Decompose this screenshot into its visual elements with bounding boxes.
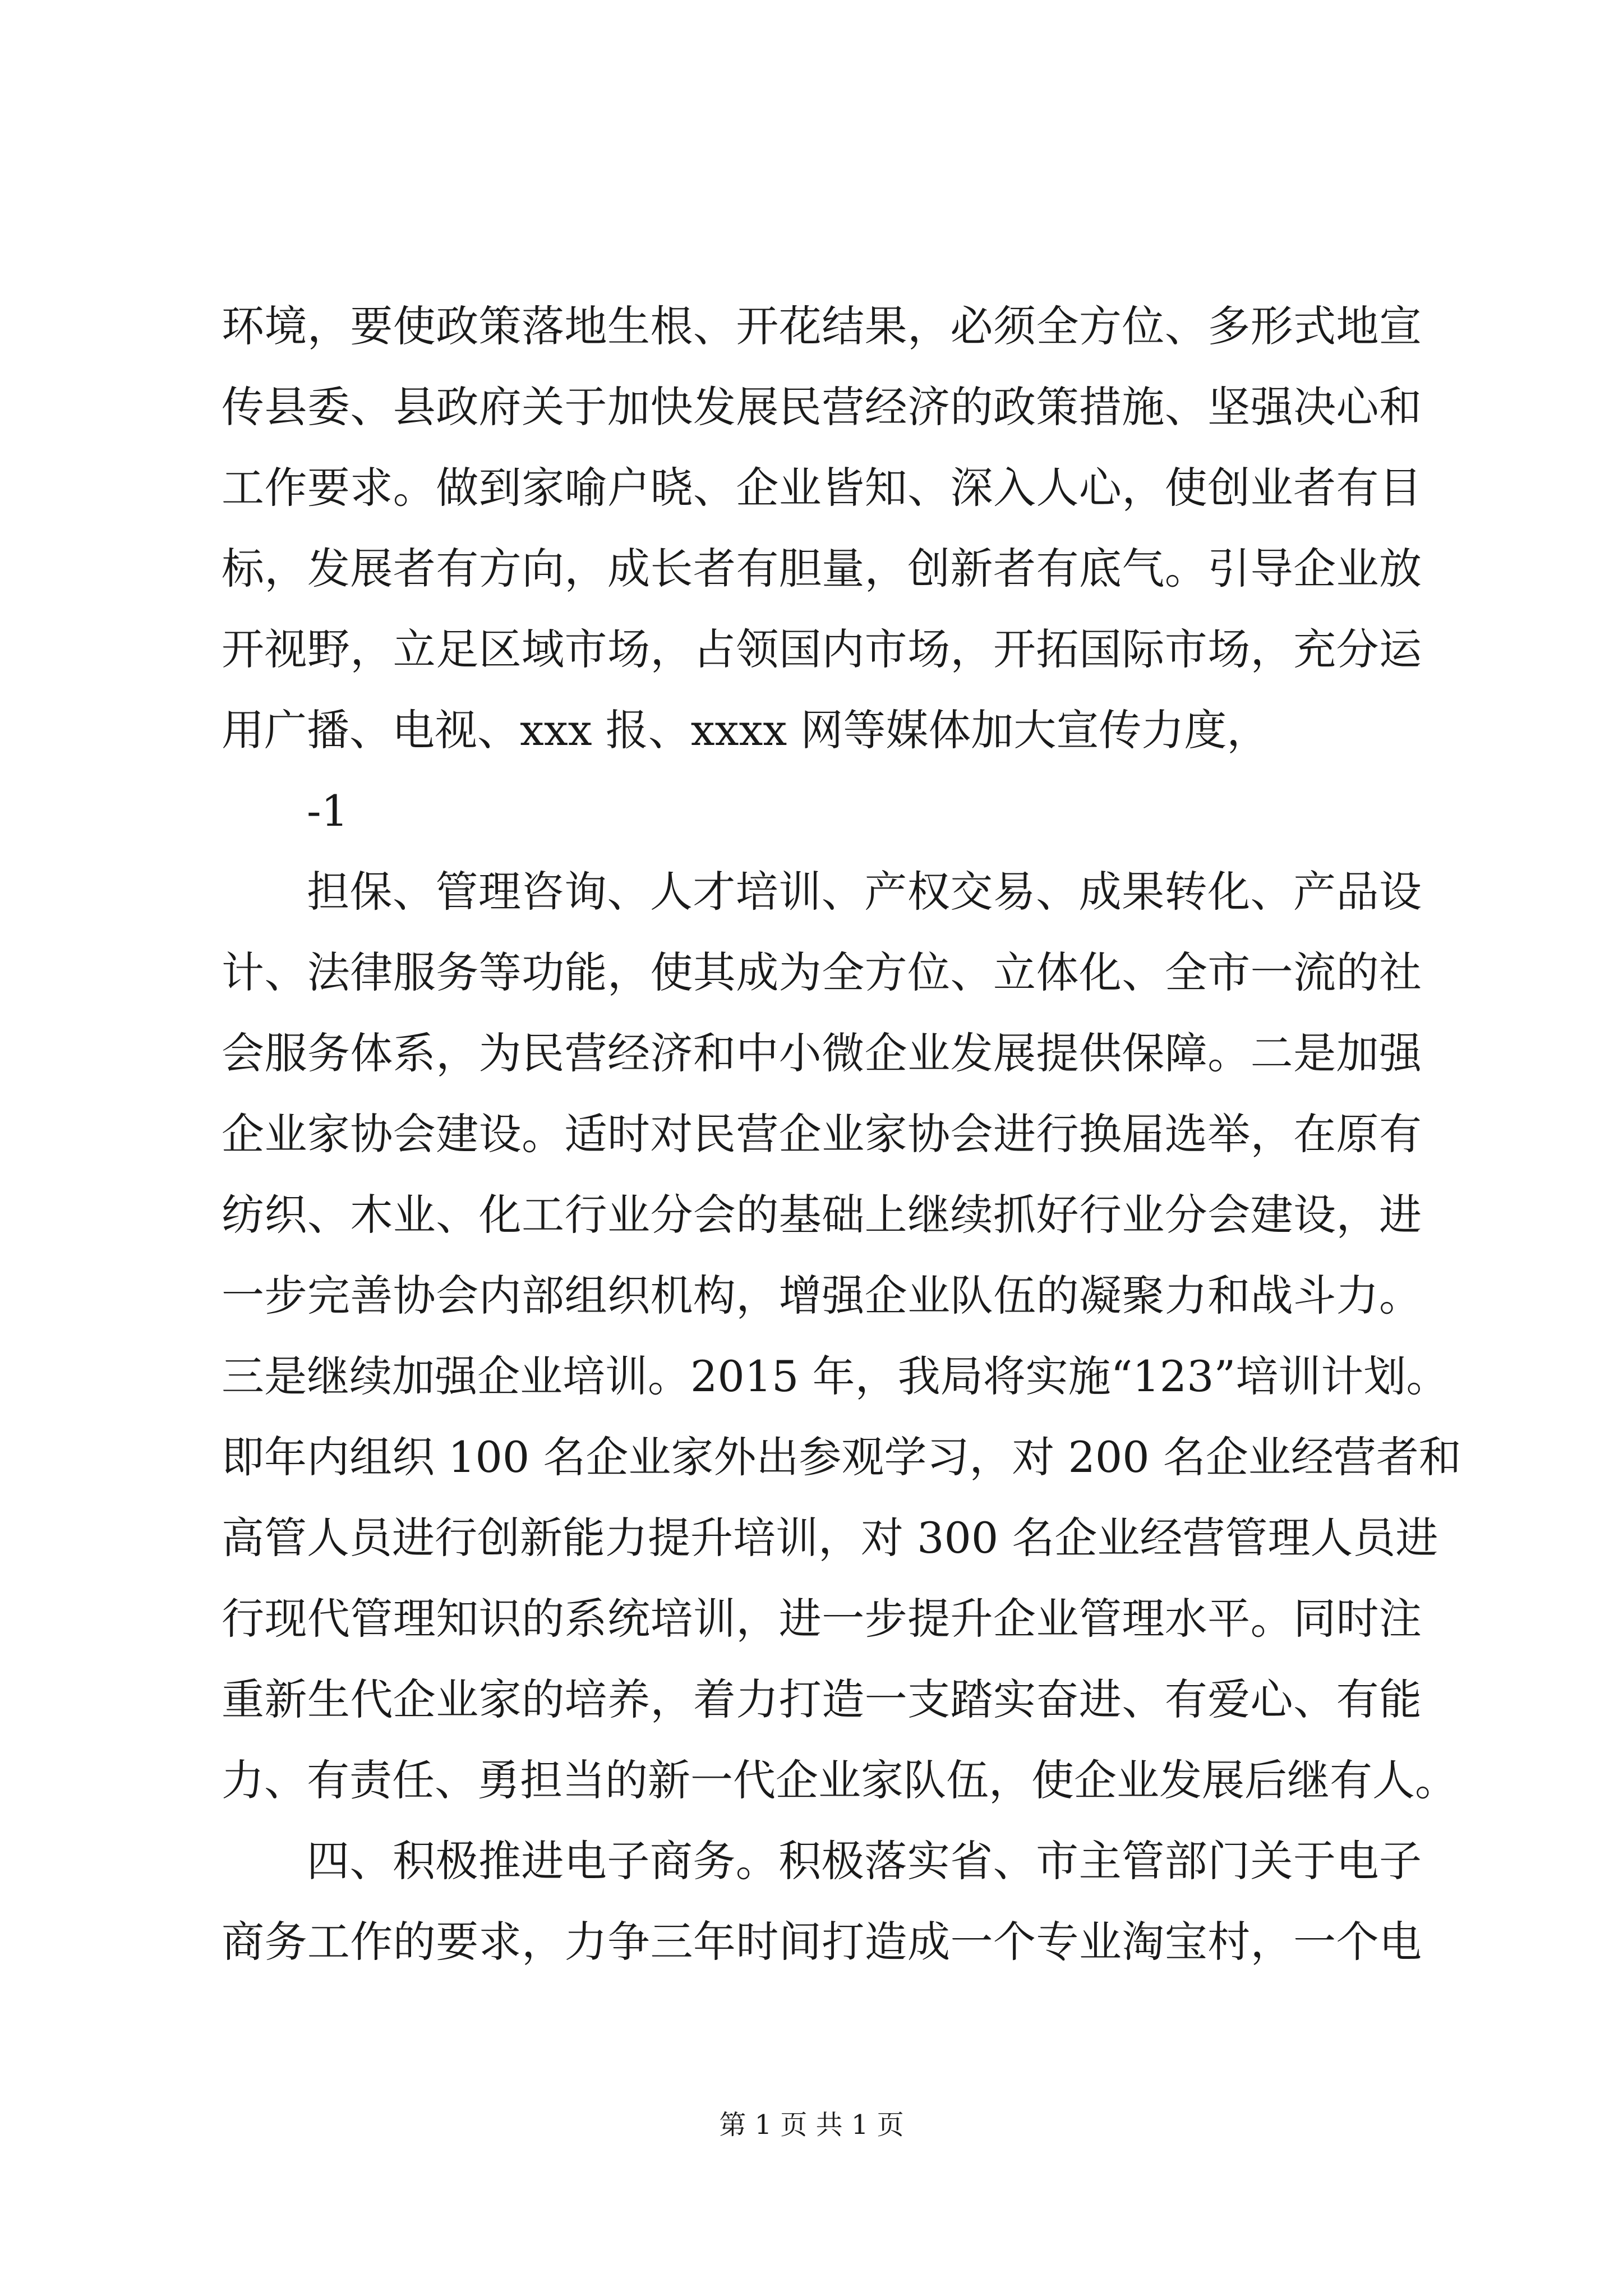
text-line: 即年内组织 100 名企业家外出参观学习，对 200 名企业经营者和 (222, 1432, 1461, 1482)
text-line: 标，发展者有方向，成长者有胆量，创新者有底气。引导企业放 (222, 544, 1422, 593)
text-line: 重新生代企业家的培养，着力打造一支踏实奋进、有爱心、有能 (222, 1674, 1422, 1724)
page-break-marker: -1 (307, 786, 349, 836)
paragraph-services (222, 852, 1461, 1821)
text-line: 四、积极推进电子商务。积极落实省、市主管部门关于电子 (307, 1836, 1422, 1886)
paragraph-publicity (222, 286, 1422, 771)
text-line: 开视野，立足区域市场，占领国内市场，开拓国际市场，充分运 (222, 624, 1422, 674)
text-line: 环境，要使政策落地生根、开花结果，必须全方位、多形式地宣 (222, 301, 1422, 351)
text-line: 会服务体系，为民营经济和中小微企业发展提供保障。二是加强 (222, 1028, 1422, 1078)
text-line: 行现代管理知识的系统培训，进一步提升企业管理水平。同时注 (222, 1594, 1422, 1644)
page-footer: 第 1 页 共 1 页 (719, 2109, 904, 2141)
paragraph-ecommerce (222, 1821, 1422, 1982)
text-line: 商务工作的要求，力争三年时间打造成一个专业淘宝村，一个电 (222, 1917, 1422, 1967)
document-body (222, 286, 1461, 1982)
text-line: 企业家协会建设。适时对民营企业家协会进行换届选举，在原有 (222, 1109, 1422, 1159)
text-line: 担保、管理咨询、人才培训、产权交易、成果转化、产品设 (307, 867, 1422, 917)
text-line: 计、法律服务等功能，使其成为全方位、立体化、全市一流的社 (222, 947, 1422, 997)
text-line: 工作要求。做到家喻户晓、企业皆知、深入人心，使创业者有目 (222, 463, 1422, 513)
text-line: 传县委、县政府关于加快发展民营经济的政策措施、坚强决心和 (222, 382, 1422, 432)
text-line: 纺织、木业、化工行业分会的基础上继续抓好行业分会建设，进 (222, 1190, 1422, 1240)
text-line: 三是继续加强企业培训。2015 年，我局将实施“123”培训计划。 (222, 1351, 1449, 1401)
text-line: 一步完善协会内部组织机构，增强企业队伍的凝聚力和战斗力。 (222, 1271, 1422, 1320)
text-line: 高管人员进行创新能力提升培训，对 300 名企业经营管理人员进 (222, 1513, 1438, 1563)
text-line: 力、有责任、勇担当的新一代企业家队伍，使企业发展后继有人。 (222, 1755, 1458, 1805)
text-line: 用广播、电视、xxx 报、xxxx 网等媒体加大宣传力度， (222, 705, 1270, 755)
